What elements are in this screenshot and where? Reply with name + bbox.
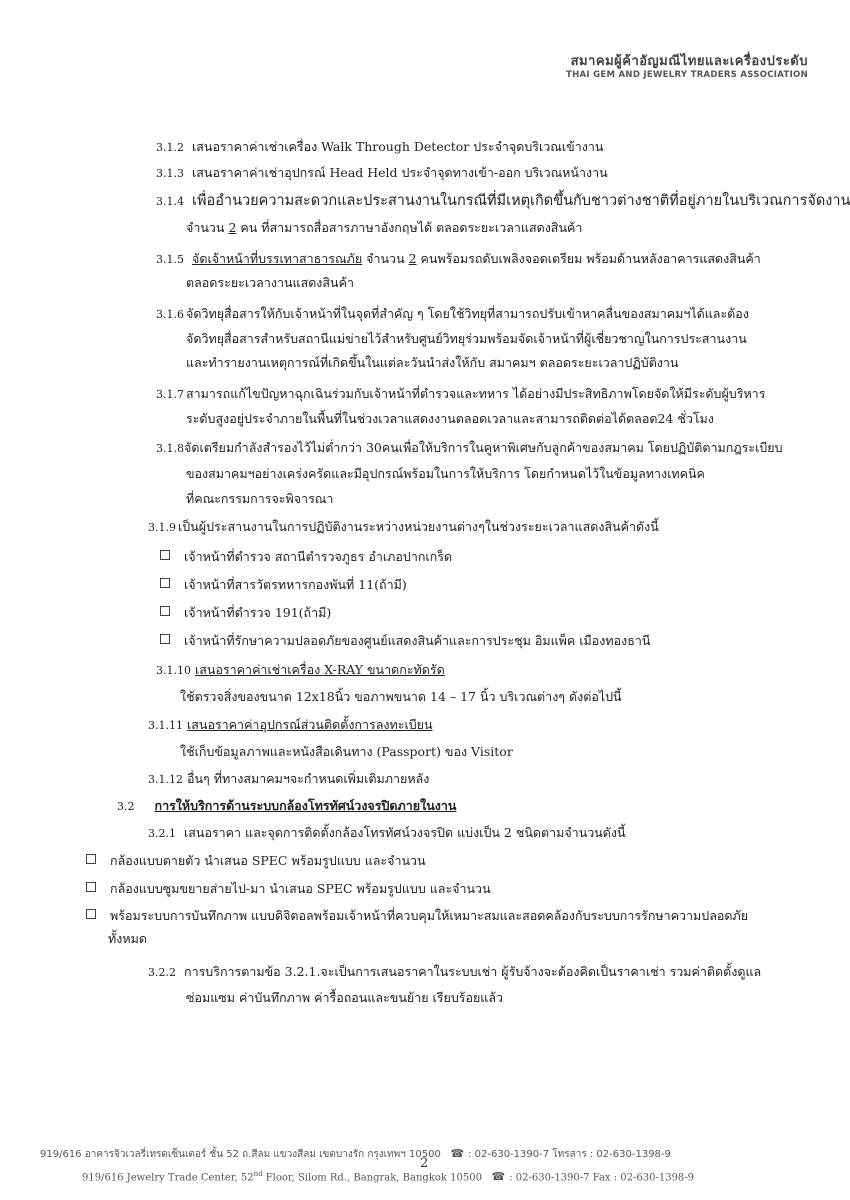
item-3-1-11-desc: ใช้เก็บข้อมูลภาพและหนังสือเดินทาง (Passport) ของ Visitor (180, 744, 513, 759)
item-number: 3.1.9 (148, 521, 176, 534)
item-3-2-2 (148, 964, 761, 981)
item-text: การบริการตามข้อ 3.2.1.จะเป็นการเสนอราคาในระบบเช่า ผู้รับจ้างจะต้องคิดเป็นราคาเช่า รวมค่าติดตั้งดูแล (184, 964, 762, 979)
item-3-1-5-line2: ตลอดระยะเวลางานแสดงสินค้า (186, 275, 354, 290)
section-3-2 (117, 798, 456, 815)
item-text-underlined: จัดเจ้าหน้าที่บรรเทาสาธารณภัย (192, 251, 363, 266)
item-text: อื่นๆ ที่ทางสมาคมฯจะกำหนดเพิ่มเติมภายหลัง (187, 771, 430, 786)
item-3-1-4 (156, 193, 850, 210)
item-title: เสนอราคาค่าเช่าเครื่อง X-RAY ขนาดกะทัดรัด (195, 662, 445, 677)
item-number: 3.1.11 (148, 719, 183, 732)
item-text-underlined: 2 (408, 251, 417, 266)
item-number: 3.1.3 (156, 167, 184, 180)
item-3-1-2 (156, 139, 603, 156)
page-number: 2 (420, 1156, 429, 1171)
footer-superscript: nd (253, 1170, 263, 1178)
item-text: เสนอราคาค่าเช่าเครื่อง Walk Through Detector ประจำจุดบริเวณเข้างาน (192, 139, 604, 154)
item-number: 3.1.10 (156, 664, 191, 677)
item-3-1-7-line2: ระดับสูงอยู่ประจำภายในพื้นที่ในช่วงเวลาแสดงงานตลอดเวลาและสามารถติดต่อได้ตลอด24 ชั่วโมง (186, 411, 714, 426)
footer-address-text: 919/616 Jewelry Trade Center, 52 (82, 1172, 254, 1184)
item-number: 3.1.5 (156, 253, 184, 266)
checklist-item (86, 853, 426, 869)
item-text: จัดวิทยุสื่อสารให้กับเจ้าหน้าที่ในจุดที่สำคัญ ๆ โดยใช้วิทยุที่สามารถปรับเข้าหาคลื่นของสมาคมฯได้และต้อง (186, 306, 749, 321)
item-number: 3.2.1 (148, 827, 176, 840)
checkbox-icon (160, 550, 170, 560)
item-number: 3.1.4 (156, 195, 184, 208)
item-text: เป็นผู้ประสานงานในการปฏิบัติงานระหว่างหน่วยงานต่างๆในช่วงระยะเวลาแสดงสินค้าดังนี้ (178, 519, 659, 534)
footer-address-text: 919/616 อาคารจิวเวลรี่เทรดเซ็นเตอร์ ชั้น 52 ถ.สีลม แขวงสีลม เขตบางรัก กรุงเทพฯ 10500 (40, 1149, 441, 1160)
item-text: จัดเตรียมกำลังสำรองไว้ไม่ต่ำกว่า 30คนเพื่อให้บริการในคูหาพิเศษกับลูกค้าของสมาคม โดยปฏิบัติตามกฎระเบียบ (184, 440, 783, 455)
footer-phone-text: : 02-630-1390-7 Fax : 02-630-1398-9 (509, 1172, 695, 1184)
item-text: เสนอราคา และจุดการติดตั้งกล้องโทรทัศน์วงจรปิด แบ่งเป็น 2 ชนิดตามจำนวนดังนี้ (184, 825, 626, 840)
checklist-item (160, 577, 407, 593)
checkbox-icon (86, 909, 96, 919)
checklist-item (86, 908, 748, 924)
checklist-text: เจ้าหน้าที่รักษาความปลอดภัยของศูนย์แสดงสินค้าและการประชุม อิมแพ็ค เมืองทองธานี (184, 633, 651, 648)
item-3-1-8 (156, 440, 783, 457)
checklist-item (160, 605, 331, 621)
item-3-2-1 (148, 825, 626, 842)
checklist-text: เจ้าหน้าที่ตำรวจ 191(ถ้ามี) (184, 605, 332, 620)
item-title: เสนอราคาค่าอุปกรณ์ส่วนติดตั้งการลงทะเบียน (187, 717, 433, 732)
section-number: 3.2 (117, 800, 135, 813)
item-3-1-10 (156, 662, 445, 679)
footer-address-thai (40, 1147, 671, 1162)
item-number: 3.1.6 (156, 308, 184, 321)
phone-icon: ☎ (491, 1170, 506, 1184)
item-3-2-2-line2: ซ่อมแซม ค่าบันทึกภาพ ค่ารื้อถอนและขนย้าย เรียบร้อยแล้ว (186, 990, 504, 1005)
footer-phone-text: : 02-630-1390-7 โทรสาร : 02-630-1398-9 (468, 1149, 671, 1160)
item-number: 3.1.7 (156, 388, 184, 401)
checklist-text: เจ้าหน้าที่สารวัตรทหารกองพันที่ 11(ถ้ามี) (184, 577, 407, 592)
item-number: 3.1.8 (156, 442, 184, 455)
footer-address-english (82, 1170, 694, 1183)
org-name-english: THAI GEM AND JEWELRY TRADERS ASSOCIATION (566, 70, 808, 80)
item-3-1-8-line2: ของสมาคมฯอย่างเคร่งครัดและมีอุปกรณ์พร้อมในการให้บริการ โดยกำหนดไว้ในข้อมูลทางเทคนิค (186, 466, 705, 481)
item-text: คน ที่สามารถสื่อสารภาษาอังกฤษได้ ตลอดระยะเวลาแสดงสินค้า (240, 220, 583, 235)
checklist-item (86, 881, 491, 897)
checklist-text: กล้องแบบตายตัว นำเสนอ SPEC พร้อมรูปแบบ และจำนวน (110, 853, 426, 868)
item-3-1-5 (156, 251, 761, 268)
phone-icon: ☎ (450, 1147, 465, 1160)
item-3-1-9 (148, 519, 659, 536)
checkbox-icon (86, 854, 96, 864)
checkbox-icon (86, 882, 96, 892)
item-text-underlined: 2 (228, 220, 237, 235)
item-number: 3.1.12 (148, 773, 183, 786)
item-number: 3.2.2 (148, 966, 176, 979)
item-3-1-6 (156, 306, 749, 323)
item-3-1-7 (156, 386, 765, 403)
item-3-1-11 (148, 717, 433, 734)
checklist-item (160, 549, 452, 565)
footer-address-text: Floor, Silom Rd., Bangrak, Bangkok 10500 (262, 1172, 482, 1184)
checklist-item (160, 633, 650, 649)
item-text: เสนอราคาค่าเช่าอุปกรณ์ Head Held ประจำจุดทางเข้า-ออก บริเวณหน้างาน (192, 165, 608, 180)
item-number: 3.1.2 (156, 141, 184, 154)
section-title: การให้บริการด้านระบบกล้องโทรทัศน์วงจรปิดภายในงาน (154, 798, 457, 813)
checklist-text: กล้องแบบซูมขยายส่ายไป-มา นำเสนอ SPEC พร้อมรูปแบบ และจำนวน (110, 881, 491, 896)
item-3-1-6-line3: และทำรายงานเหตุการณ์ที่เกิดขึ้นในแต่ละวันนำส่งให้กับ สมาคมฯ ตลอดระยะเวลาปฏิบัติงาน (186, 355, 679, 370)
item-3-1-8-line3: ที่คณะกรรมการจะพิจารณา (186, 491, 334, 506)
item-text: จำนวน (366, 251, 405, 266)
checkbox-icon (160, 634, 170, 644)
item-text: คนพร้อมรถดับเพลิงจอดเตรียม พร้อมด้านหลังอาคารแสดงสินค้า (420, 251, 761, 266)
checklist-item-continuation: ทั้งหมด (108, 931, 147, 946)
checklist-text: เจ้าหน้าที่ตำรวจ สถานีตำรวจภูธร อำเภอปากเกร็ด (184, 549, 453, 564)
checkbox-icon (160, 578, 170, 588)
item-text: จำนวน (186, 220, 225, 235)
checklist-text: พร้อมระบบการบันทึกภาพ แบบดิจิตอลพร้อมเจ้าหน้าที่ควบคุมให้เหมาะสมและสอดคล้องกับระบบการรักษาความปลอดภัย (110, 908, 749, 923)
item-3-1-3 (156, 165, 608, 182)
item-3-1-12 (148, 771, 429, 788)
item-text: เพื่ออำนวยความสะดวกและประสานงานในกรณีที่มีเหตุเกิดขึ้นกับชาวต่างชาติที่อยู่ภายในบริเวณการจัดงาน (192, 193, 850, 209)
item-3-1-6-line2: จัดวิทยุสื่อสารสำหรับสถานีแม่ข่ายไว้สำหรับศูนย์วิทยุร่วมพร้อมจัดเจ้าหน้าที่ผู้เชี่ยวชาญในการประสานงาน (186, 331, 747, 346)
checkbox-icon (160, 606, 170, 616)
item-3-1-10-desc: ใช้ตรวจสิ่งของขนาด 12x18นิ้ว ขอภาพขนาด 14 – 17 นิ้ว บริเวณต่างๆ ดังต่อไปนี้ (180, 689, 622, 704)
org-name-thai: สมาคมผู้ค้าอัญมณีไทยและเครื่องประดับ (570, 54, 808, 69)
item-3-1-4-line2 (186, 220, 582, 236)
item-text: สามารถแก้ไขปัญหาฉุกเฉินร่วมกับเจ้าหน้าที่ตำรวจและทหาร ได้อย่างมีประสิทธิภาพโดยจัดให้มีระดับผู้บริหาร (186, 386, 766, 401)
